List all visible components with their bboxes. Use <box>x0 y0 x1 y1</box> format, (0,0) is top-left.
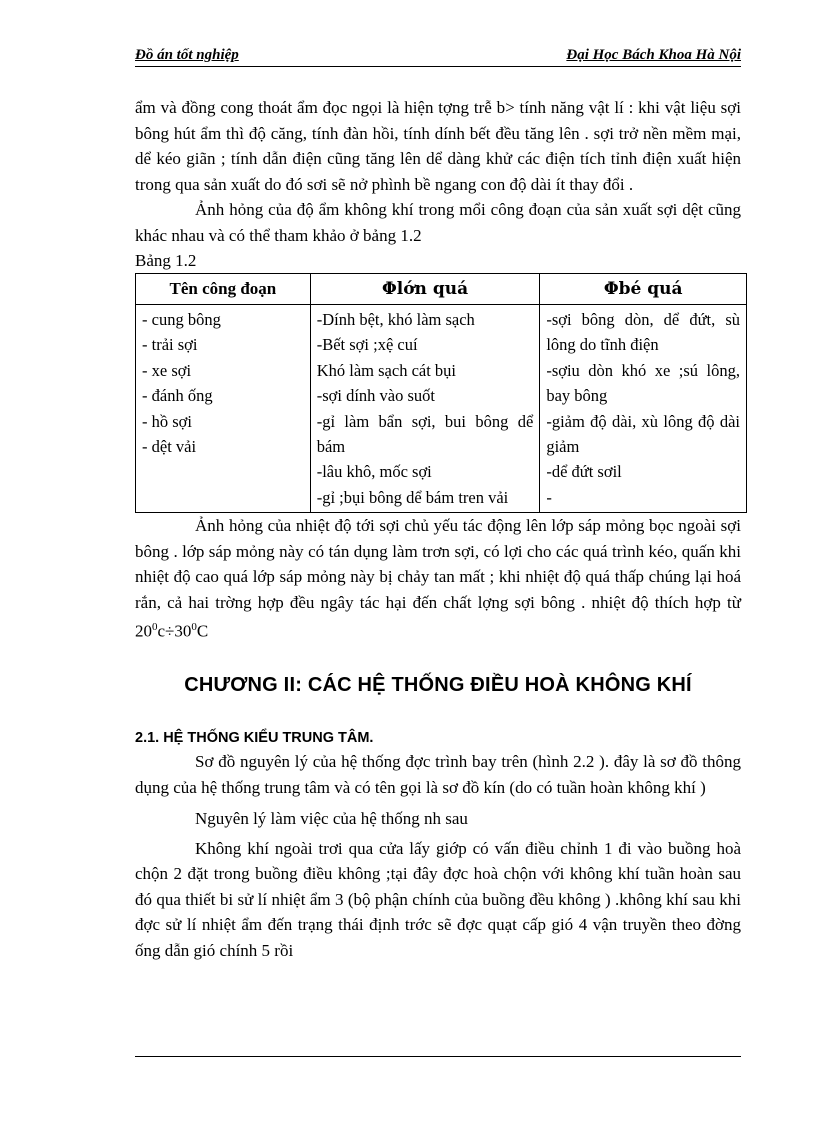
stage-item: - xe sợi <box>142 360 192 380</box>
chapter-title: CHƯƠNG II: CÁC HỆ THỐNG ĐIỀU HOÀ KHÔNG KHÍ <box>184 674 692 697</box>
section-title: 2.1. HỆ THỐNG KIỂU TRUNG TÂM. <box>135 730 374 747</box>
table-cell-high <box>310 305 540 513</box>
paragraph-3 <box>135 513 741 644</box>
low-item: -giảm độ dài, xù lông độ dài giảm <box>546 411 740 457</box>
low-item: -dể đứt sơil <box>546 462 622 482</box>
stage-item: - trải sợi <box>142 335 198 355</box>
humidity-table <box>135 273 747 513</box>
paragraph-1: ẩm và đồng cong thoát ẩm đọc ngọi là hiện tợng trễ b> tính năng vật lí : khi vật liệu sợi bông hút ẩm thì độ căng, tính đàn hồi, tính dính bết đều tăng lên . sợi trở nền mềm mại, dể kéo giãn ; tính dẫn điện cũng tăng lên dể dàng khử các điện tích tỉnh điện xuất hiện trong qua sản xuất do đó sơi sẽ nở phình bề ngang con độ dài ít thay đổi . <box>135 98 741 194</box>
degree-1: 0 <box>152 621 158 634</box>
low-item: -sợi bông dòn, dể đứt, sù lông do tĩnh điện <box>546 310 740 355</box>
paragraph-5: Nguyên lý làm việc của hệ thống nh sau <box>195 809 468 829</box>
degree-2: 0 <box>191 621 197 634</box>
low-item: -sợiu dòn khó xe ;sú lông, bay bông <box>546 360 740 406</box>
temp-unit: C <box>196 621 209 641</box>
table-header-row <box>136 274 747 305</box>
paragraph-4: Sơ đồ nguyên lý của hệ thống đợc trình bay trên (hình 2.2 ). đây là sơ đồ thông dụng của hệ thống trung tâm và có tên gọi là sơ đồ kín (do có tuần hoàn không khí ) <box>135 752 741 797</box>
high-item: Khó làm sạch cát bụi <box>316 360 457 380</box>
stage-item: - hồ sợi <box>142 411 192 431</box>
table-header-stage: Tên công đoạn <box>136 274 311 305</box>
footer-rule <box>135 1056 741 1057</box>
table-cell-low <box>540 305 747 513</box>
high-item: -Dính bệt, khó làm sạch <box>316 310 475 329</box>
table-header-phi-low: Φbé quá <box>540 274 747 305</box>
header-right-text: Đại Học Bách Khoa Hà Nội <box>566 47 741 63</box>
stage-item: - cung bông <box>142 310 221 329</box>
low-item: - <box>546 487 552 507</box>
high-item: -Bết sợi ;xệ cuí <box>316 335 418 355</box>
temp-range: c÷30 <box>157 621 192 641</box>
temp-low: 20 <box>135 621 152 641</box>
stage-item: - đánh ống <box>142 386 213 406</box>
page-header <box>135 40 741 67</box>
high-item: -gỉ ;bụi bông dể bám tren vải <box>316 487 509 507</box>
paragraph-3-text: Ảnh hỏng của nhiệt độ tới sợi chủ yếu tác động lên lớp sáp mỏng bọc ngoài sợi bông . lớp sáp mỏng này có tán dụng làm trơn sợi, có lợi cho các quá trình kéo, quấn khi nhiệt độ cao quá lớp sáp mỏng này bị chảy tan mất ; khi nhiệt độ quá thấp chúng lại hoá rắn, cả hai trờng hợp đều ngây tác hại đến chất lợng sợi bông . nhiệt độ thích hợp từ <box>135 516 741 612</box>
paragraph-2: Ảnh hỏng của độ ẩm không khí trong mổi công đoạn của sản xuất sợi dệt cũng khác nhau và có thể tham khảo ở bảng 1.2 <box>135 200 741 245</box>
table-header-phi-high: Φlớn quá <box>310 274 540 305</box>
table-caption: Bảng 1.2 <box>135 251 197 270</box>
high-item: -gỉ làm bẩn sợi, bui bông dể bám <box>316 411 534 457</box>
table-cell-stages <box>136 305 311 513</box>
stage-item: - dệt vải <box>142 437 197 457</box>
paragraph-6: Không khí ngoài trơi qua cửa lấy giớp có vấn điều chỉnh 1 đi vào buồng hoà chộn 2 đặt trong buồng điều không ;tại đây đợc hoà chộn với không khí tuần hoàn sau đó qua thiết bi sử lí nhiệt ẩm 3 (bộ phận chính của buồng đều không ) .không khí sau khi đợc sử lí nhiệt ẩm đến trạng thái định trớc sẽ đợc quạt cấp gió 4 vận truyền theo đờng ống dẫn gió chính 5 rồi <box>135 838 741 960</box>
high-item: -lâu khô, mốc sợi <box>316 462 432 482</box>
header-left-text: Đồ án tốt nghiệp <box>135 47 239 63</box>
page-content <box>135 95 741 963</box>
high-item: -sợi dính vào suốt <box>316 386 435 406</box>
table-row <box>136 305 747 513</box>
